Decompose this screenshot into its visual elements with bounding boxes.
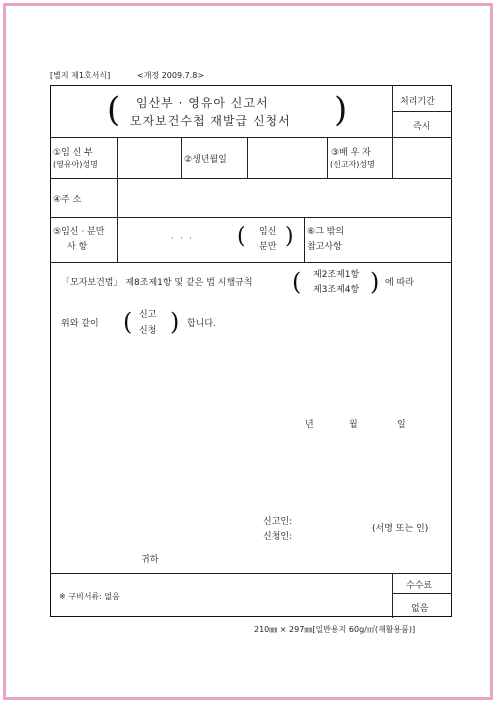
title-line1: 임산부 · 영유아 신고서 (136, 96, 269, 110)
law-option-2: 제3조제4항 (313, 285, 360, 295)
req-paren-right: ) (170, 308, 180, 336)
option-report: 신고 (139, 310, 157, 320)
required-docs: ※ 구비서류: 없음 (59, 592, 120, 601)
application-form (50, 85, 452, 617)
dob-label: ②생년월일 (184, 155, 227, 165)
pregnancy-label: ⑤임신 · 분만 (53, 227, 105, 237)
law-paren-left: ( (292, 268, 302, 296)
title-line2: 모자보건수첩 재발급 신청서 (130, 114, 291, 128)
date-dots: · · · (171, 234, 194, 243)
pregnancy-sublabel: 사 항 (67, 242, 88, 252)
signature-label: (서명 또는 인) (372, 524, 429, 534)
date-year: 년 (305, 420, 314, 430)
date-day: 일 (397, 420, 406, 430)
law-text: 「모자보건법」 제8조제1항 및 같은 법 시행규칙 (61, 278, 253, 288)
title-paren-right: ) (334, 90, 348, 130)
pregnant-label: ①임 신 부 (53, 148, 93, 158)
address-label: ④주 소 (53, 195, 82, 205)
fee-value: 없음 (411, 604, 429, 614)
law-option-1: 제2조제1항 (313, 270, 360, 280)
according-text: 에 따라 (385, 278, 414, 288)
as-above-text: 위와 같이 (61, 319, 99, 329)
other-sublabel: 참고사항 (307, 242, 342, 252)
revision-note: <개정 2009.7.8> (137, 71, 205, 80)
pregnant-sublabel: (영유아)성명 (53, 160, 98, 169)
option-delivery: 분만 (259, 242, 277, 252)
option-apply: 신청 (139, 326, 157, 336)
processing-label: 처리기간 (400, 97, 435, 107)
paper-spec: 210㎜ × 297㎜[일반용지 60g/㎡(재활용품)] (254, 625, 416, 634)
spouse-sublabel: (신고자)성명 (330, 160, 375, 169)
req-paren-left: ( (123, 308, 133, 336)
option-pregnancy: 임신 (259, 227, 277, 237)
fee-label: 수수료 (406, 581, 433, 591)
reporter-label: 신고인: (263, 517, 293, 527)
recipient-label: 귀하 (141, 555, 159, 565)
date-month: 월 (349, 420, 358, 430)
form-number: [별지 제1호서식] (50, 71, 111, 80)
other-label: ⑥그 밖의 (307, 227, 345, 237)
paren-right: ) (285, 224, 294, 249)
paren-left: ( (237, 224, 246, 249)
law-paren-right: ) (370, 268, 380, 296)
processing-value: 즉시 (413, 122, 431, 132)
applicant-label: 신청인: (263, 532, 293, 542)
spouse-label: ③배 우 자 (331, 148, 371, 158)
do-text: 합니다. (187, 319, 216, 329)
title-paren-left: ( (107, 90, 121, 130)
